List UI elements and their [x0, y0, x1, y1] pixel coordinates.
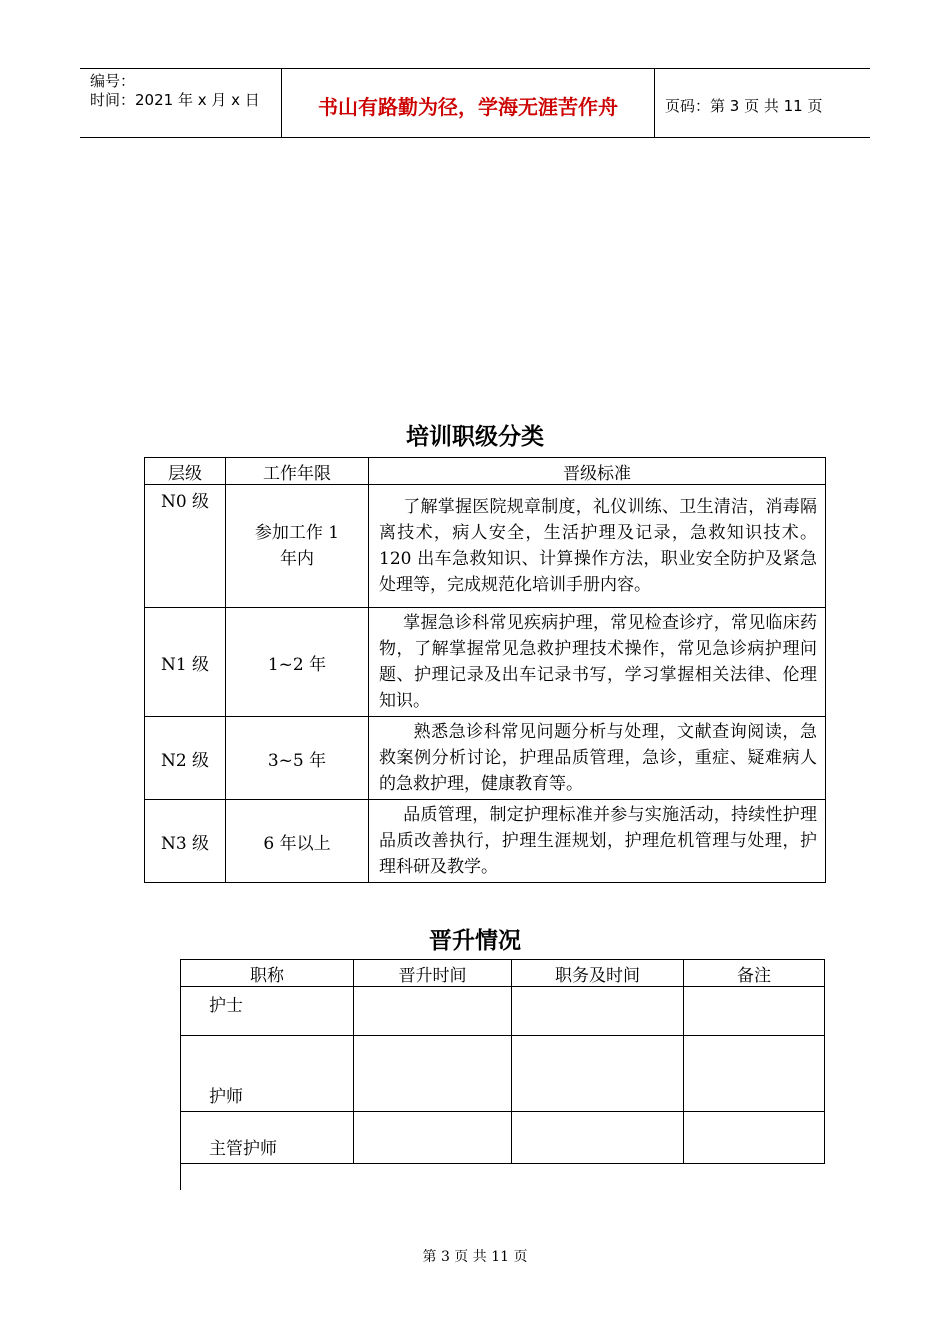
table-row	[181, 1036, 825, 1112]
years-cell: 3~5 年	[226, 717, 369, 800]
standard-cell	[369, 608, 826, 717]
title-cell: 主管护师	[181, 1112, 354, 1164]
promotion-time-cell	[354, 1036, 512, 1112]
training-levels-table	[144, 457, 826, 883]
column-header: 层级	[145, 458, 226, 485]
table-header-row	[181, 960, 825, 987]
remark-cell	[684, 987, 825, 1036]
table-row	[181, 987, 825, 1036]
remark-cell	[684, 1036, 825, 1112]
standard-cell	[369, 485, 826, 608]
years-cell: 6 年以上	[226, 800, 369, 883]
table-row	[145, 608, 826, 717]
standard-text: 了解掌握医院规章制度，礼仪训练、卫生清洁，消毒隔离技术，病人安全，生活护理及记录，急救知识技术。120 出车急救知识、计算操作方法，职业安全防护及紧急处理等，完成规范化培训手册内容。	[379, 497, 817, 595]
standard-text: 熟悉急诊科常见问题分析与处理，文献查询阅读，急救案例分析讨论，护理品质管理，急诊，重症、疑难病人的急救护理，健康教育等。	[379, 722, 817, 794]
standard-cell	[369, 717, 826, 800]
column-header: 晋升时间	[354, 960, 512, 987]
column-header: 晋级标准	[369, 458, 826, 485]
table-row	[145, 800, 826, 883]
level-cell: N1 级	[145, 608, 226, 717]
position-time-cell	[512, 1112, 684, 1164]
motto-text: 书山有路勤为径，学海无涯苦作舟	[318, 95, 618, 119]
column-header: 工作年限	[226, 458, 369, 485]
promotion-table	[180, 959, 825, 1164]
column-header: 职称	[181, 960, 354, 987]
level-cell: N3 级	[145, 800, 226, 883]
document-time-label: 时间：2021 年 x 月 x 日	[90, 91, 260, 109]
table-header-row	[145, 458, 826, 485]
years-cell: 参加工作 1 年内	[226, 485, 369, 608]
page-header	[80, 68, 870, 138]
table-continuation-line	[180, 1164, 181, 1190]
header-page-number: 页码：第 3 页 共 11 页	[665, 97, 823, 115]
header-motto-cell	[281, 69, 655, 137]
standard-cell	[369, 800, 826, 883]
header-meta-cell	[80, 69, 281, 137]
title-cell: 护师	[181, 1036, 354, 1112]
remark-cell	[684, 1112, 825, 1164]
table-row	[181, 1112, 825, 1164]
level-cell: N2 级	[145, 717, 226, 800]
document-number-label: 编号：	[90, 72, 136, 90]
standard-text: 品质管理，制定护理标准并参与实施活动，持续性护理品质改善执行，护理生涯规划，护理危机管理与处理，护理科研及教学。	[379, 805, 817, 877]
column-header: 职务及时间	[512, 960, 684, 987]
years-cell: 1~2 年	[226, 608, 369, 717]
promotion-time-cell	[354, 987, 512, 1036]
page-footer: 第 3 页 共 11 页	[422, 1249, 528, 1265]
header-page-cell	[655, 69, 870, 137]
section-title-promotion: 晋升情况	[429, 928, 521, 954]
title-cell: 护士	[181, 987, 354, 1036]
standard-text: 掌握急诊科常见疾病护理，常见检查诊疗，常见临床药物，了解掌握常见急救护理技术操作，常见急诊病护理问题、护理记录及出车记录书写，学习掌握相关法律、伦理知识。	[379, 613, 817, 711]
column-header: 备注	[684, 960, 825, 987]
table-row	[145, 485, 826, 608]
section-title-training-levels: 培训职级分类	[406, 424, 544, 450]
table-row	[145, 717, 826, 800]
position-time-cell	[512, 1036, 684, 1112]
position-time-cell	[512, 987, 684, 1036]
promotion-time-cell	[354, 1112, 512, 1164]
level-cell: N0 级	[145, 485, 226, 608]
